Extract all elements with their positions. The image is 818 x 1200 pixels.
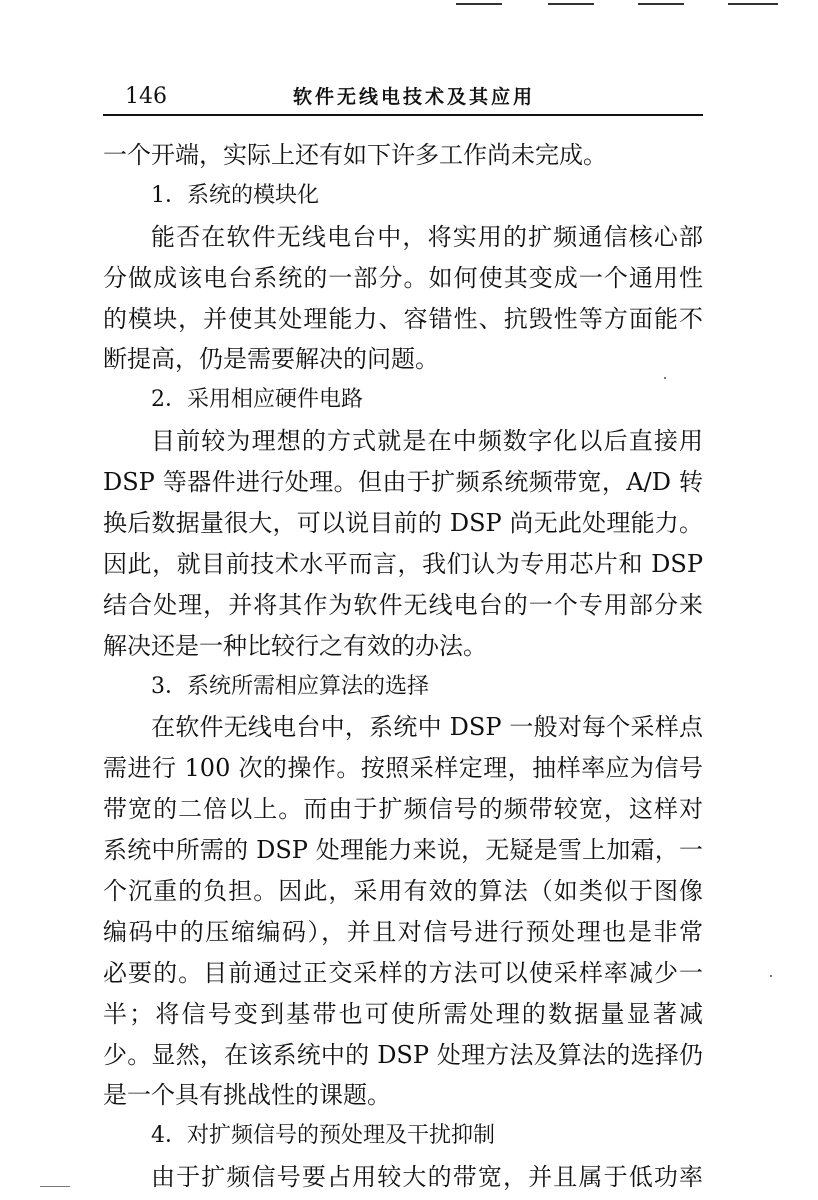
paragraph-line: 断提高，仍是需要解决的问题。 [103,345,439,374]
paragraph-line: 在软件无线电台中，系统中 DSP 一般对每个采样点 [151,713,703,742]
header-rule [103,114,703,116]
paragraph-line: 目前较为理想的方式就是在中频数字化以后直接用 [151,427,703,456]
paragraph-line: 由于扩频信号要占用较大的带宽，并且属于低功率 [151,1163,703,1192]
paragraph-line: 一个开端，实际上还有如下许多工作尚未完成。 [103,141,607,169]
paragraph-line: 因此，就目前技术水平而言，我们认为专用芯片和 DSP [103,549,703,578]
paragraph-line: DSP 等器件进行处理。但由于扩频系统频带宽，A/D 转 [103,468,703,497]
section-heading: 2．采用相应硬件电路 [151,387,363,413]
paragraph-line: 需进行 100 次的操作。按照采样定理，抽样率应为信号 [103,754,703,783]
paragraph-line: 能否在软件无线电台中，将实用的扩频通信核心部 [151,222,703,251]
running-title: 软件无线电技术及其应用 [293,86,536,108]
paragraph-line: 必要的。目前通过正交采样的方法可以使采样率减少一 [103,958,703,987]
section-heading: 3．系统所需相应算法的选择 [151,673,429,699]
paragraph-line: 换后数据量很大，可以说目前的 DSP 尚无此处理能力。 [103,509,703,538]
paragraph-line: 分做成该电台系统的一部分。如何使其变成一个通用性 [103,263,703,292]
page-number: 146 [125,84,167,109]
paragraph-line: 个沉重的负担。因此，采用有效的算法（如类似于图像 [103,877,703,906]
paragraph-line: 半；将信号变到基带也可使所需处理的数据量显著减 [103,999,703,1028]
paragraph-line: 编码中的压缩编码），并且对信号进行预处理也是非常 [103,917,703,946]
section-heading: 1．系统的模块化 [151,182,319,208]
paragraph-line: 是一个具有挑战性的课题。 [103,1081,391,1110]
section-heading: 4．对扩频信号的预处理及干扰抑制 [151,1123,495,1149]
paragraph-line: 结合处理，并将其作为软件无线电台的一个专用部分来 [103,590,703,619]
page-body [103,135,703,1198]
paragraph-line: 的模块，并使其处理能力、容错性、抗毁性等方面能不 [103,304,703,333]
page-header [103,84,703,116]
paragraph-line: 系统中所需的 DSP 处理能力来说，无疑是雪上加霜，一 [103,836,703,865]
scan-edge-marks [0,0,818,10]
paragraph-line: 带宽的二倍以上。而由于扩频信号的频带较宽，这样对 [103,795,703,824]
paragraph-line: 少。显然，在该系统中的 DSP 处理方法及算法的选择仍 [103,1040,703,1069]
paragraph-line: 解决还是一种比较行之有效的办法。 [103,631,487,660]
